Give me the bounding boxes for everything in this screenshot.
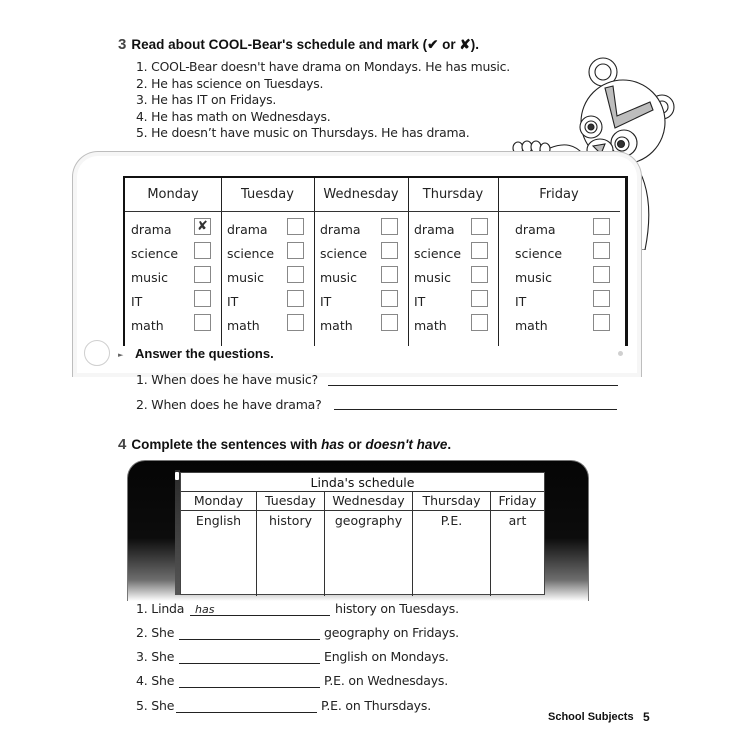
checkbox-monday-science[interactable] [194,242,211,259]
subject-label: math [320,318,353,333]
subject-label: science [414,246,462,261]
linda-subject: P.E. [440,513,463,528]
battery-icon [175,472,179,480]
subject-label: drama [227,222,268,237]
emphasis-has: has [321,437,345,452]
checkbox-thursday-drama[interactable] [471,218,488,235]
subject-label: math [227,318,260,333]
subject-label: IT [320,294,332,309]
linda-day-column-friday [491,491,544,596]
linda-subject: geography [334,513,403,528]
question-1: 1. When does he have music? [136,372,318,387]
exercise-instruction: Read about COOL-Bear's schedule and mark (✔ or ✘). [131,37,479,52]
subject-label: IT [414,294,426,309]
checkbox-friday-drama[interactable] [593,218,610,235]
subject-label: science [227,246,275,261]
section-name: School Subjects [548,711,634,723]
checkbox-thursday-it[interactable] [471,290,488,307]
subject-label: IT [515,294,527,309]
statement: 1. COOL-Bear doesn't have drama on Mondays. He has music. [136,59,510,74]
tablet-home-button-icon [84,340,110,366]
subject-label: science [515,246,563,261]
sentence-2-blank-input[interactable] [179,639,320,640]
subject-label: drama [414,222,455,237]
day-header: Wednesday [314,178,408,212]
linda-subject: history [269,513,312,528]
day-column-tuesday [221,178,315,346]
checkbox-tuesday-drama[interactable] [287,218,304,235]
checkbox-tuesday-math[interactable] [287,314,304,331]
subject-label: music [131,270,168,285]
sentence-3-blank-input[interactable] [179,663,320,664]
checkbox-monday-it[interactable] [194,290,211,307]
linda-schedule-title: Linda's schedule [181,473,544,492]
subject-label: drama [320,222,361,237]
checkbox-monday-music[interactable] [194,266,211,283]
exercise-number: 3 [118,36,127,53]
statement: 3. He has IT on Fridays. [136,92,277,108]
exercise-3-title [118,36,479,53]
triangle-bullet-icon: ► [118,351,124,359]
subject-label: music [515,270,552,285]
linda-day-header: Tuesday [257,491,324,511]
linda-day-column-monday [181,491,257,596]
linda-day-column-wednesday [325,491,413,596]
subject-label: drama [131,222,172,237]
tablet-camera-icon [618,351,623,356]
sentence-prefix: 4. She [136,673,175,688]
bear-schedule-table [123,176,628,346]
sentence-suffix: P.E. on Wednesdays. [324,673,449,688]
exercise-number: 4 [118,436,127,453]
day-column-thursday [408,178,499,346]
subject-label: math [515,318,548,333]
checkbox-monday-drama[interactable]: ✘ [194,218,211,235]
subject-label: science [131,246,179,261]
question-2: 2. When does he have drama? [136,397,322,412]
sentence-prefix: 1. Linda [136,601,185,616]
sentence-4-blank-input[interactable] [179,687,320,688]
checkbox-wednesday-science[interactable] [381,242,398,259]
subject-label: music [414,270,451,285]
page-number: 5 [643,710,650,724]
linda-schedule-table [180,472,545,595]
answer-questions-heading: Answer the questions. [135,346,274,361]
subject-label: IT [227,294,239,309]
answer-1-input[interactable] [328,385,618,386]
day-column-wednesday [314,178,409,346]
checkbox-monday-math[interactable] [194,314,211,331]
sentence-suffix: P.E. on Thursdays. [321,698,431,713]
linda-day-header: Friday [491,491,544,511]
checkbox-thursday-science[interactable] [471,242,488,259]
linda-day-header: Thursday [413,491,490,511]
statement: 5. He doesn’t have music on Thursdays. He has drama. [136,125,470,141]
subject-label: math [414,318,447,333]
checkbox-friday-math[interactable] [593,314,610,331]
exercise-instruction: Complete the sentences with [131,437,322,452]
linda-day-column-thursday [413,491,491,596]
exercise-instruction-end: . [447,437,452,452]
day-header: Tuesday [221,178,314,212]
subject-label: IT [131,294,143,309]
exercise-instruction-mid: or [344,437,366,452]
day-header: Monday [125,178,221,212]
checkbox-wednesday-music[interactable] [381,266,398,283]
checkbox-thursday-music[interactable] [471,266,488,283]
statement: 2. He has science on Tuesdays. [136,75,324,91]
day-column-friday [498,178,620,346]
exercise-4-title [118,436,451,453]
sentence-prefix: 3. She [136,649,175,664]
linda-subject: art [508,513,527,528]
linda-subject: English [195,513,242,528]
subject-label: math [131,318,164,333]
answer-2-input[interactable] [334,409,617,410]
subject-label: drama [515,222,556,237]
sentence-prefix: 5. She [136,698,175,713]
statement: 4. He has math on Wednesdays. [136,108,331,124]
subject-label: science [320,246,368,261]
checkbox-thursday-math[interactable] [471,314,488,331]
subject-label: music [227,270,264,285]
linda-day-header: Monday [181,491,256,511]
checkbox-friday-it[interactable] [593,290,610,307]
linda-day-header: Wednesday [325,491,412,511]
checkbox-wednesday-math[interactable] [381,314,398,331]
day-column-monday [125,178,222,346]
sentence-5-blank-input[interactable] [176,712,317,713]
checkbox-friday-science[interactable] [593,242,610,259]
day-header: Thursday [408,178,498,212]
sentence-suffix: geography on Fridays. [324,625,459,640]
checkbox-friday-music[interactable] [593,266,610,283]
checkbox-tuesday-it[interactable] [287,290,304,307]
subject-label: music [320,270,357,285]
checkbox-wednesday-it[interactable] [381,290,398,307]
sentence-answer: has [195,603,215,616]
statement-list [136,59,510,142]
sentence-prefix: 2. She [136,625,175,640]
sentence-suffix: history on Tuesdays. [335,601,459,616]
checkbox-wednesday-drama[interactable] [381,218,398,235]
checkbox-tuesday-science[interactable] [287,242,304,259]
emphasis-doesnt-have: doesn't have [365,437,448,452]
sentence-suffix: English on Mondays. [324,649,449,664]
day-header: Friday [498,178,620,212]
linda-day-column-tuesday [257,491,325,596]
checkbox-tuesday-music[interactable] [287,266,304,283]
